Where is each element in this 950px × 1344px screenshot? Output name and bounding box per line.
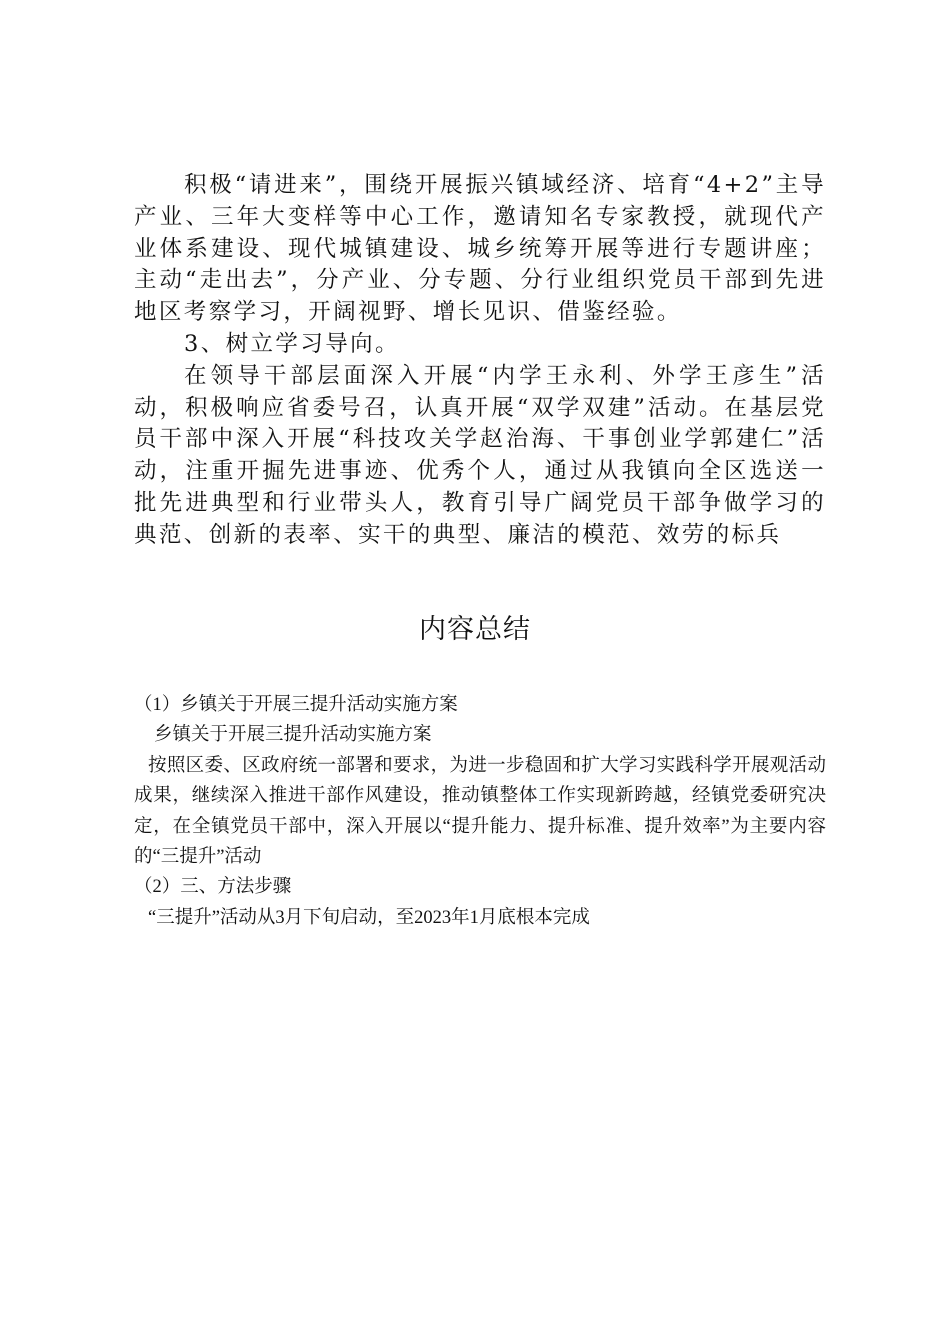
body-text	[134, 170, 826, 552]
summary-item-1-subtitle: 乡镇关于开展三提升活动实施方案	[154, 725, 432, 746]
body-paragraph-1: 积极“请进来”，围绕开展振兴镇域经济、培育“4+2”主导产业、三年大变样等中心工作，邀请知名专家教授，就现代产业体系建设、现代城镇建设、城乡统筹开展等进行专题讲座；主动“走出去”，分产业、分专题、分行业组织党员干部到先进地区考察学习，开阔视野、增长见识、借鉴经验。	[134, 172, 826, 326]
section-heading-3: 3、树立学习导向。	[184, 330, 400, 357]
summary-item-2-text: “三提升”活动从3月下旬启动，至2023年1月底根本完成	[148, 907, 590, 928]
summary-item-2-label: （2）三、方法步骤	[134, 877, 292, 898]
summary-item-1-label: （1）乡镇关于开展三提升活动实施方案	[134, 695, 458, 715]
body-paragraph-2: 在领导干部层面深入开展“内学王永利、外学王彦生”活动，积极响应省委号召，认真开展“双学双建”活动。在基层党员干部中深入开展“科技攻关学赵治海、干事创业学郭建仁”活动，注重开掘先进事迹、优秀个人，通过从我镇向全区选送一批先进典型和行业带头人，教育引导广阔党员干部争做学习的典范、创新的表率、实干的典型、廉洁的模范、效劳的标兵	[134, 362, 826, 548]
summary-section	[134, 690, 826, 933]
summary-title: 内容总结	[419, 614, 531, 645]
summary-item-1-text: 按照区委、区政府统一部署和要求，为进一步稳固和扩大学习实践科学开展观活动成果，继续深入推进干部作风建设，推动镇整体工作实现新跨越，经镇党委研究决定，在全镇党员干部中，深入开展以“提升能力、提升标准、提升效率”为主要内容的“三提升”活动	[134, 755, 826, 868]
